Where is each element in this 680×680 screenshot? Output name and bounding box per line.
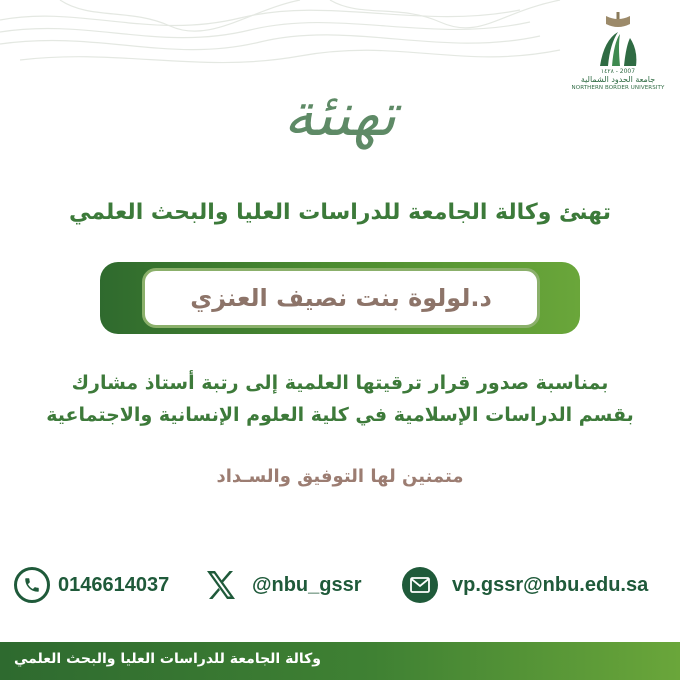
email-contact[interactable] bbox=[402, 565, 648, 605]
headline: تهنئة bbox=[283, 80, 397, 150]
phone-contact[interactable] bbox=[14, 565, 169, 605]
mail-icon bbox=[402, 567, 438, 603]
logo-year: ١٤٢٨ - 2007 bbox=[600, 68, 636, 75]
university-emblem-icon bbox=[590, 10, 646, 68]
logo-arabic-name: جامعة الحدود الشمالية bbox=[580, 75, 656, 84]
x-handle: @nbu_gssr bbox=[252, 573, 362, 596]
phone-icon bbox=[14, 567, 50, 603]
message-line-2: بقسم الدراسات الإسلامية في كلية العلوم الإنسانية والاجتماعية bbox=[46, 404, 634, 426]
message-line-1: بمناسبة صدور قرار ترقيتها العلمية إلى رتبة أستاذ مشارك bbox=[71, 372, 609, 394]
logo-english-name: NORTHERN BORDER UNIVERSITY bbox=[571, 85, 665, 91]
footer-bar bbox=[0, 642, 680, 680]
footer-text: وكالة الجامعة للدراسات العليا والبحث العلمي bbox=[14, 651, 321, 667]
wish-text: متمنين لها التوفيق والسـداد bbox=[216, 466, 464, 487]
honoree-name: د.لولوة بنت نصيف العنزي bbox=[142, 268, 540, 328]
phone-number: 0146614037 bbox=[58, 573, 170, 596]
subtitle: تهنئ وكالة الجامعة للدراسات العليا والبحث العلمي bbox=[69, 200, 611, 225]
x-contact[interactable] bbox=[204, 565, 362, 605]
email-address: vp.gssr@nbu.edu.sa bbox=[452, 573, 649, 596]
x-logo-icon bbox=[204, 568, 238, 602]
